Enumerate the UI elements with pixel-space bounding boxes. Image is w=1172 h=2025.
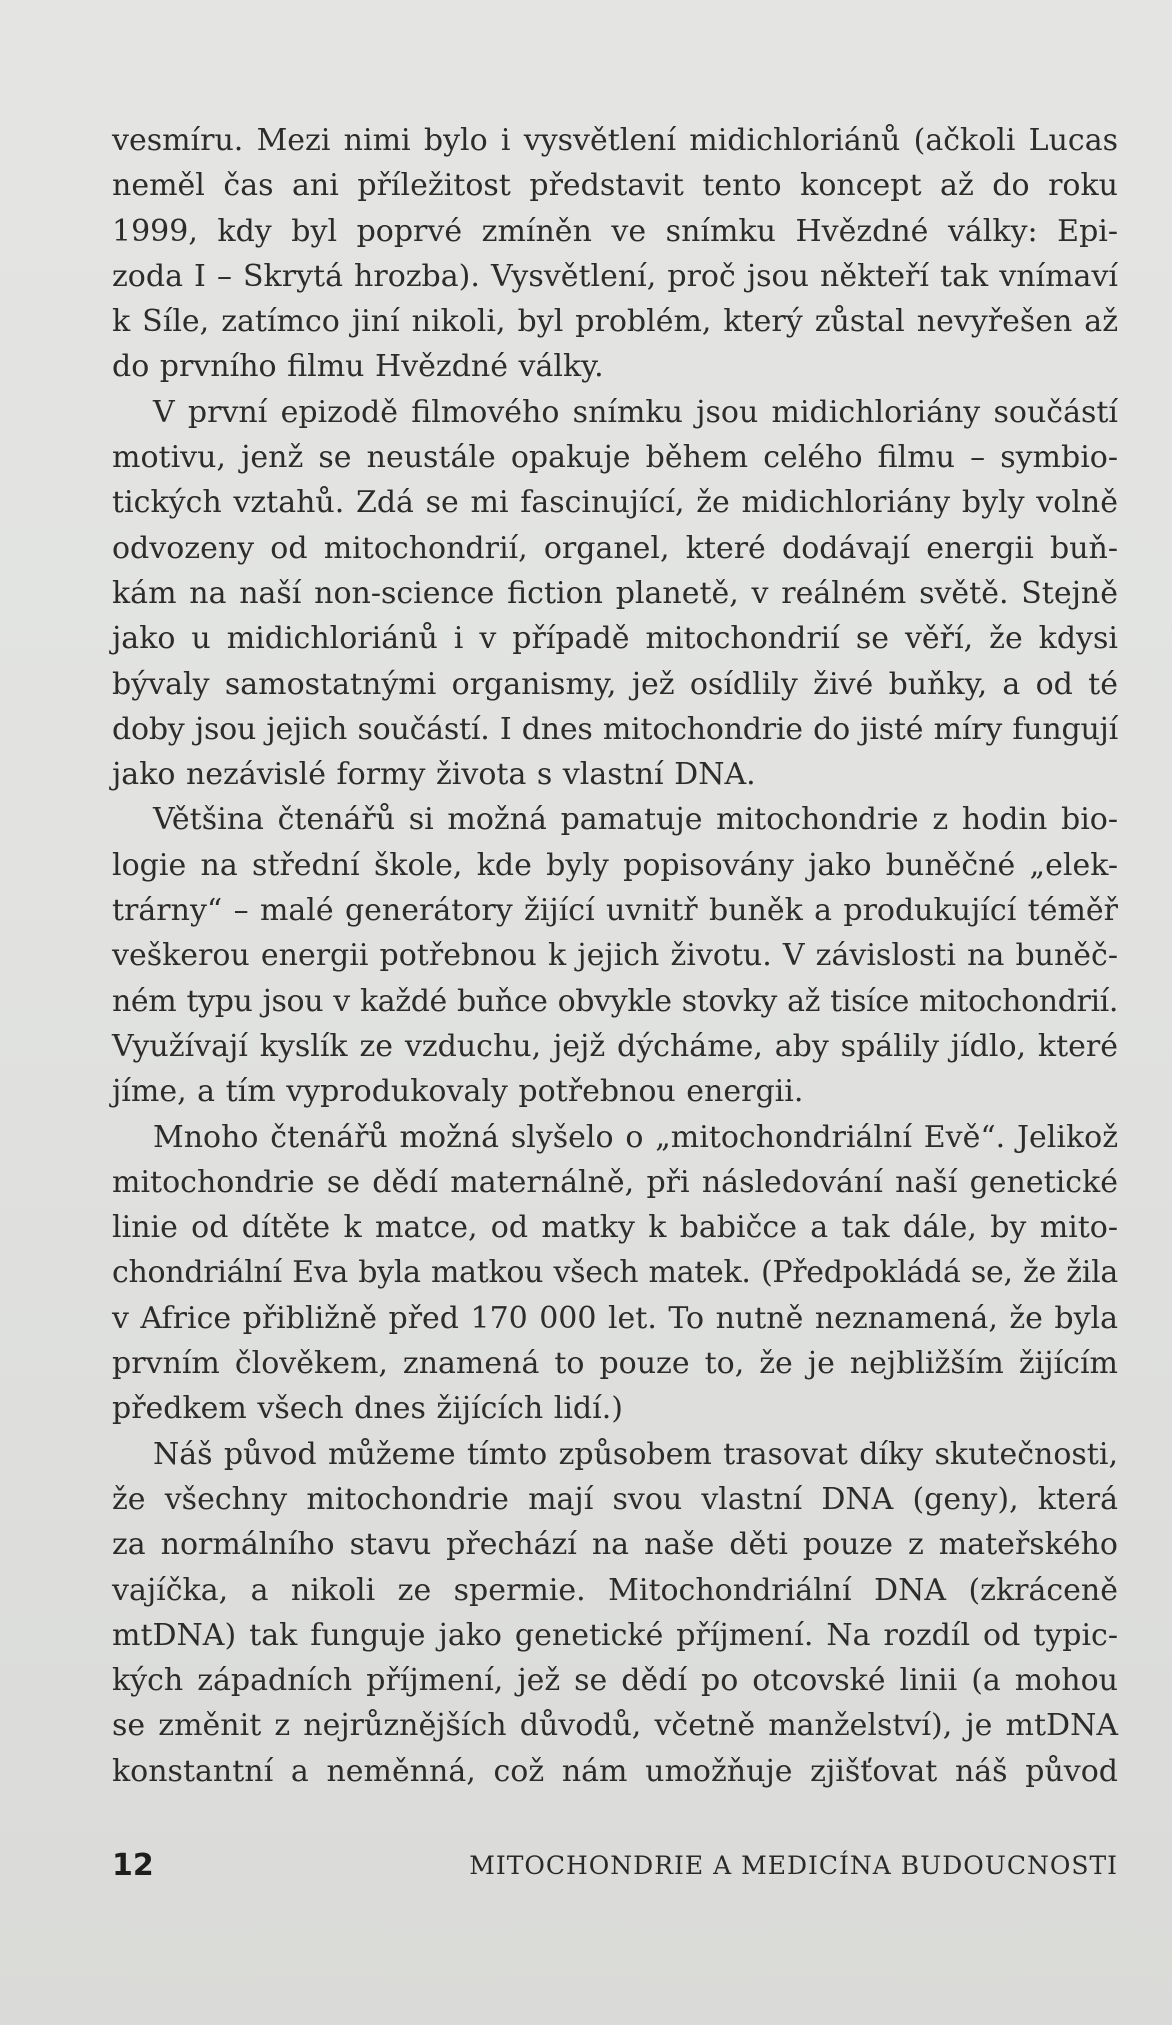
text-line: chondriální Eva byla matkou všech matek. (Předpokládá se, že žila bbox=[112, 1255, 1118, 1291]
text-line: za normálního stavu přechází na naše děti pouze z mateřského bbox=[112, 1527, 1118, 1563]
text-line: doby jsou jejich součástí. I dnes mitochondrie do jisté míry fungují bbox=[112, 711, 1118, 747]
text-line: kých západních příjmení, jež se dědí po otcovské linii (a mohou bbox=[112, 1663, 1118, 1699]
text-line: k Síle, zatímco jiní nikoli, byl problém, který zůstal nevyřešen až bbox=[112, 304, 1118, 340]
text-line: do prvního filmu Hvězdné války. bbox=[112, 349, 604, 385]
text-line: tických vztahů. Zdá se mi fascinující, že midichloriány byly volně bbox=[112, 485, 1118, 521]
text-line: kám na naší non-science fiction planetě, v reálném světě. Stejně bbox=[112, 575, 1118, 611]
text-line: neměl čas ani příležitost představit tento koncept až do roku bbox=[112, 168, 1118, 204]
running-title: MITOCHONDRIE A MEDICÍNA BUDOUCNOSTI bbox=[469, 1851, 1118, 1880]
text-line: konstantní a neměnná, což nám umožňuje zjišťovat náš původ bbox=[112, 1753, 1118, 1789]
page-number: 12 bbox=[112, 1848, 154, 1883]
text-line: zoda I – Skrytá hrozba). Vysvětlení, proč jsou někteří tak vnímaví bbox=[112, 258, 1118, 294]
text-line: Náš původ můžeme tímto způsobem trasovat díky skutečnosti, bbox=[153, 1436, 1118, 1472]
text-line: vajíčka, a nikoli ze spermie. Mitochondriální DNA (zkráceně bbox=[112, 1572, 1118, 1608]
text-line: 1999, kdy byl poprvé zmíněn ve snímku Hvězdné války: Epi- bbox=[112, 213, 1118, 249]
body-text bbox=[112, 118, 1118, 1794]
text-line: linie od dítěte k matce, od matky k babičce a tak dále, by mito- bbox=[112, 1210, 1118, 1246]
page-footer bbox=[112, 1846, 1118, 1886]
text-line: mtDNA) tak funguje jako genetické příjmení. Na rozdíl od typic- bbox=[112, 1617, 1118, 1653]
text-line: ném typu jsou v každé buňce obvykle stovky až tisíce mitochondrií. bbox=[112, 983, 1118, 1019]
text-line: motivu, jenž se neustále opakuje během celého filmu – symbio- bbox=[112, 440, 1118, 476]
text-line: prvním člověkem, znamená to pouze to, že je nejbližším žijícím bbox=[112, 1346, 1118, 1382]
text-line: veškerou energii potřebnou k jejich životu. V závislosti na buněč- bbox=[112, 938, 1118, 974]
text-line: Mnoho čtenářů možná slyšelo o „mitochondriální Evě“. Jelikož bbox=[153, 1119, 1118, 1155]
text-line: vesmíru. Mezi nimi bylo i vysvětlení midichloriánů (ačkoli Lucas bbox=[112, 123, 1118, 158]
text-line: odvozeny od mitochondrií, organel, které dodávají energii buň- bbox=[112, 530, 1118, 566]
text-line: v Africe přibližně před 170 000 let. To nutně neznamená, že byla bbox=[112, 1300, 1118, 1336]
text-line: jako u midichloriánů i v případě mitochondrií se věří, že kdysi bbox=[112, 621, 1118, 657]
text-line: jíme, a tím vyprodukovaly potřebnou energii. bbox=[112, 1074, 804, 1110]
text-line: trárny“ – malé generátory žijící uvnitř buněk a produkující téměř bbox=[112, 893, 1118, 929]
text-line: logie na střední škole, kde byly popisovány jako buněčné „elek- bbox=[112, 847, 1118, 883]
text-line: mitochondrie se dědí maternálně, při následování naší genetické bbox=[112, 1164, 1118, 1200]
text-line: Většina čtenářů si možná pamatuje mitochondrie z hodin bio- bbox=[153, 802, 1118, 838]
text-line: Využívají kyslík ze vzduchu, jejž dýcháme, aby spálily jídlo, které bbox=[112, 1028, 1118, 1064]
text-line: V první epizodě filmového snímku jsou midichloriány součástí bbox=[153, 394, 1118, 430]
text-line: jako nezávislé formy života s vlastní DNA. bbox=[112, 757, 756, 793]
text-line: předkem všech dnes žijících lidí.) bbox=[112, 1391, 623, 1427]
text-line: se změnit z nejrůznějších důvodů, včetně manželství), je mtDNA bbox=[112, 1708, 1118, 1744]
text-line: že všechny mitochondrie mají svou vlastní DNA (geny), která bbox=[112, 1481, 1118, 1517]
text-line: bývaly samostatnými organismy, jež osídlily živé buňky, a od té bbox=[112, 666, 1118, 702]
